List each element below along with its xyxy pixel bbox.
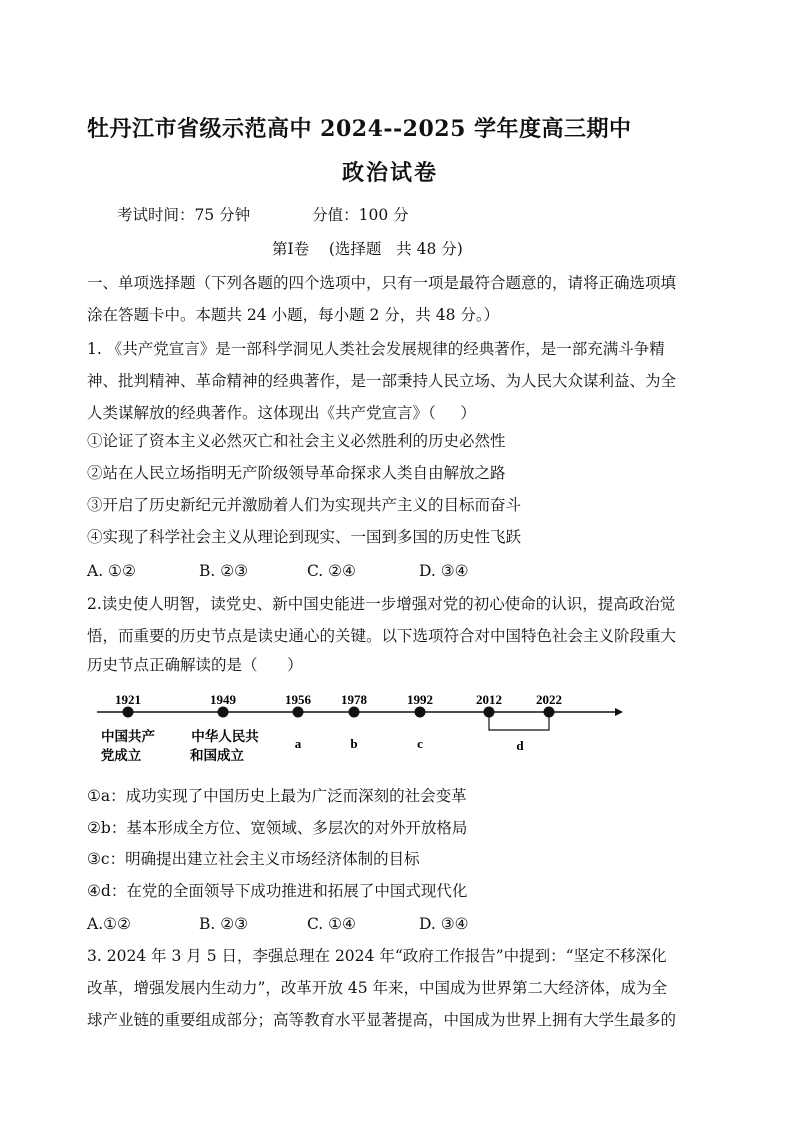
subject-title: 政治试卷 xyxy=(342,160,439,186)
q2-options xyxy=(87,914,469,934)
timeline-node xyxy=(293,707,304,718)
q2-item: ③c：明确提出建立社会主义市场经济体制的目标 xyxy=(87,850,420,868)
exam-score: 分值：100 分 xyxy=(312,206,409,224)
year-2012: 2012 xyxy=(476,692,502,707)
mark-a: a xyxy=(294,736,302,751)
year-1992: 1992 xyxy=(407,692,433,707)
option-d[interactable]: D. ③④ xyxy=(419,562,469,580)
option-c[interactable]: C. ①④ xyxy=(307,915,356,933)
timeline-arrowhead xyxy=(615,708,623,716)
bracket-2012-2022 xyxy=(489,712,549,730)
q1-options xyxy=(87,561,469,581)
mark-b: b xyxy=(350,736,358,751)
year-1956: 1956 xyxy=(285,692,311,707)
option-c[interactable]: C. ②④ xyxy=(307,562,356,580)
option-b[interactable]: B. ②③ xyxy=(199,562,249,580)
q3-stem-line: 3. 2024 年 3 月 5 日，李强总理在 2024 年“政府工作报告”中提到：“坚定不移深化 xyxy=(87,947,667,965)
q1-stem-line: 人类谋解放的经典著作。这体现出《共产党宣言》（ ） xyxy=(87,404,476,422)
timeline-node xyxy=(349,707,360,718)
year-1978: 1978 xyxy=(341,692,367,707)
instructions-line: 涂在答题卡中。本题共 24 小题，每小题 2 分，共 48 分。） xyxy=(87,306,500,324)
year-1949: 1949 xyxy=(210,692,236,707)
caption-1921-line: 党成立 xyxy=(100,748,142,764)
q2-stem-line: 悟，而重要的历史节点是读史通心的关键。以下选项符合对中国特色社会主义阶段重大 xyxy=(87,627,677,645)
q1-item: ①论证了资本主义必然灭亡和社会主义必然胜利的历史必然性 xyxy=(87,432,506,450)
q3-stem-line: 球产业链的重要组成部分；高等教育水平显著提高，中国成为世界上拥有大学生最多的 xyxy=(87,1011,677,1029)
option-d[interactable]: D. ③④ xyxy=(419,915,469,933)
q2-stem-line: 2.读史使人明智，读党史、新中国史能进一步增强对党的初心使命的认识，提高政治觉 xyxy=(87,595,676,613)
section-header: 第Ⅰ卷 (选择题 共 48 分) xyxy=(272,240,463,258)
q1-stem-line: 1. 《共产党宣言》是一部科学洞见人类社会发展规律的经典著作，是一部充满斗争精 xyxy=(87,340,665,358)
option-b[interactable]: B. ②③ xyxy=(199,915,249,933)
exam-info xyxy=(117,203,409,225)
q3-stem-line: 改革，增强发展内生动力”，改革开放 45 年来，中国成为世界第二大经济体，成为全 xyxy=(87,979,668,997)
timeline-node xyxy=(218,707,229,718)
q2-item: ①a：成功实现了中国历史上最为广泛而深刻的社会变革 xyxy=(87,787,467,805)
timeline-node xyxy=(415,707,426,718)
history-timeline xyxy=(87,684,627,774)
timeline-node xyxy=(123,707,134,718)
option-a[interactable]: A.①② xyxy=(87,915,131,933)
caption-1949-line: 中华人民共 xyxy=(191,729,259,745)
caption-1949-line: 和国成立 xyxy=(190,748,244,764)
q1-item: ②站在人民立场指明无产阶级领导革命探求人类自由解放之路 xyxy=(87,464,506,482)
year-1921: 1921 xyxy=(115,692,141,707)
exam-time: 考试时间：75 分钟 xyxy=(117,206,251,224)
option-a[interactable]: A. ①② xyxy=(87,562,136,580)
mark-d: d xyxy=(516,738,524,753)
mark-c: c xyxy=(417,736,423,751)
q2-item: ②b：基本形成全方位、宽领域、多层次的对外开放格局 xyxy=(87,819,468,837)
caption-1921-line: 中国共产 xyxy=(101,729,155,745)
q1-stem-line: 神、批判精神、革命精神的经典著作，是一部秉持人民立场、为人民大众谋利益、为全 xyxy=(87,372,677,390)
exam-title: 牡丹江市省级示范高中 2024--2025 学年度高三期中 xyxy=(87,116,632,142)
instructions-line: 一、单项选择题（下列各题的四个选项中，只有一项是最符合题意的，请将正确选项填 xyxy=(87,274,677,292)
year-2022: 2022 xyxy=(536,692,562,707)
q2-stem-line: 历史节点正确解读的是（ ） xyxy=(87,656,303,674)
q2-item: ④d：在党的全面领导下成功推进和拓展了中国式现代化 xyxy=(87,882,468,900)
q1-item: ③开启了历史新纪元并激励着人们为实现共产主义的目标而奋斗 xyxy=(87,496,522,514)
q1-item: ④实现了科学社会主义从理论到现实、一国到多国的历史性飞跃 xyxy=(87,528,522,546)
